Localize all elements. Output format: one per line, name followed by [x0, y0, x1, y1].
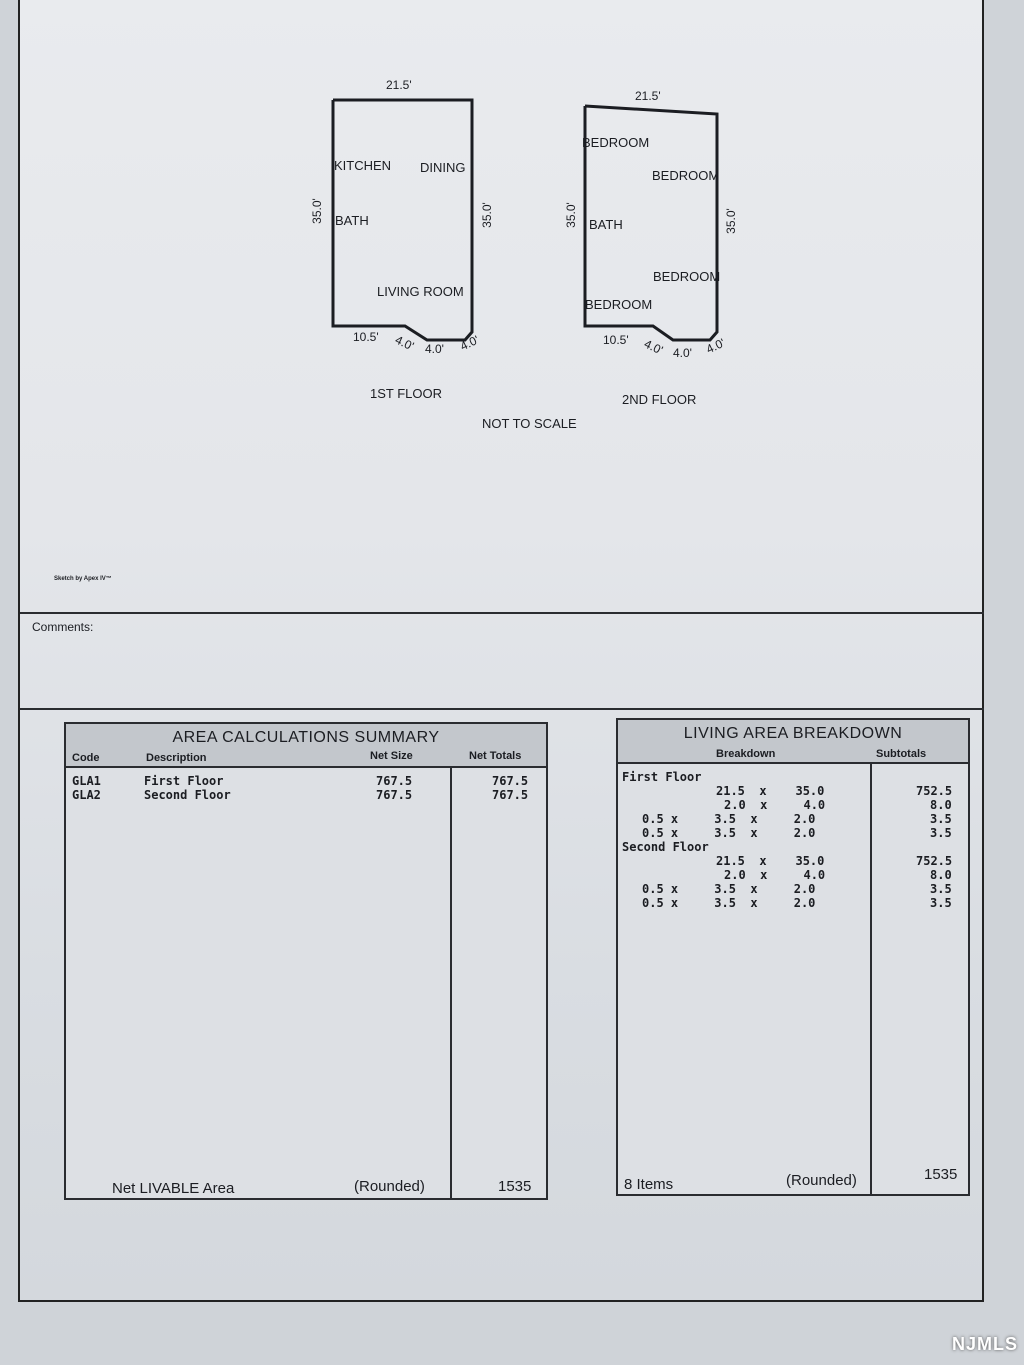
first-floor-bottom-dim: 10.5': [353, 330, 379, 344]
net-livable-label: Net LIVABLE Area: [112, 1180, 235, 1197]
first-floor-right-dim: 35.0': [479, 202, 494, 228]
col-breakdown: Breakdown: [716, 748, 776, 760]
row-code: GLA2: [72, 788, 101, 802]
room-label: BEDROOM: [652, 168, 720, 183]
breakdown-expr: 0.5 x 3.5 x 2.0: [642, 826, 816, 840]
row-description: Second Floor: [144, 788, 231, 802]
area-summary-title: AREA CALCULATIONS SUMMARY: [172, 729, 440, 746]
breakdown-expr: 0.5 x 3.5 x 2.0: [642, 896, 816, 910]
second-floor-right-dim: 35.0': [723, 208, 738, 234]
scale-note: NOT TO SCALE: [482, 416, 577, 431]
room-label: BATH: [589, 217, 623, 232]
breakdown-expr: 21.5 x 35.0: [716, 784, 825, 798]
area-summary-header: [66, 724, 546, 768]
first-floor-bottom-dim: 4.0': [425, 342, 444, 356]
sketch-credit: Sketch by Apex IV™: [54, 576, 112, 582]
column-divider: [450, 766, 452, 1198]
row-code: GLA1: [72, 774, 101, 788]
breakdown-subtotal: 3.5: [930, 826, 952, 840]
second-floor-bottom-dim: 4.0': [703, 335, 728, 357]
breakdown-total: 1535: [924, 1166, 958, 1183]
breakdown-expr: 0.5 x 3.5 x 2.0: [642, 812, 816, 826]
living-area-breakdown-table: [616, 718, 970, 1196]
rounded-label: (Rounded): [786, 1172, 857, 1189]
area-summary-table: [64, 722, 548, 1200]
comments-label: Comments:: [32, 620, 94, 634]
col-code: Code: [72, 752, 100, 764]
col-net-totals: Net Totals: [469, 750, 522, 762]
breakdown-subtotal: 8.0: [930, 868, 952, 882]
second-floor-bottom-dim: 4.0': [641, 336, 666, 358]
room-label: KITCHEN: [334, 158, 392, 173]
col-description: Description: [146, 752, 207, 764]
first-floor-bottom-dim: 4.0': [457, 332, 482, 354]
net-livable-total: 1535: [498, 1178, 532, 1195]
first-floor-caption: 1ST FLOOR: [370, 386, 443, 401]
breakdown-title: LIVING AREA BREAKDOWN: [683, 725, 903, 742]
breakdown-subtotal: 3.5: [930, 896, 952, 910]
breakdown-subtotal: 3.5: [930, 882, 952, 896]
room-label: LIVING ROOM: [377, 284, 464, 299]
breakdown-expr: 2.0 x 4.0: [724, 798, 826, 812]
column-divider: [870, 762, 872, 1194]
section-label: Second Floor: [622, 840, 709, 854]
breakdown-subtotal: 752.5: [916, 784, 953, 798]
second-floor-bottom-dim: 4.0': [673, 346, 692, 360]
rounded-label: (Rounded): [354, 1178, 425, 1195]
second-floor-left-dim: 35.0': [563, 202, 578, 228]
breakdown-expr: 21.5 x 35.0: [716, 854, 825, 868]
room-label: BEDROOM: [582, 135, 650, 150]
breakdown-expr: 0.5 x 3.5 x 2.0: [642, 882, 816, 896]
row-net-total: 767.5: [492, 774, 529, 788]
first-floor-bottom-dim: 4.0': [392, 332, 417, 354]
room-label: DINING: [420, 160, 466, 175]
divider: [20, 708, 984, 710]
second-floor-top-dim: 21.5': [635, 89, 661, 103]
breakdown-subtotal: 752.5: [916, 854, 953, 868]
breakdown-subtotal: 8.0: [930, 798, 952, 812]
breakdown-subtotal: 3.5: [930, 812, 952, 826]
section-label: First Floor: [622, 770, 702, 784]
items-count: 8 Items: [624, 1176, 674, 1193]
njmls-watermark: NJMLS: [951, 1334, 1018, 1354]
row-net-total: 767.5: [492, 788, 529, 802]
col-net-size: Net Size: [370, 750, 413, 762]
breakdown-header: [618, 720, 968, 764]
room-label: BATH: [335, 213, 369, 228]
document-page: [18, 0, 984, 1302]
divider: [20, 612, 984, 614]
second-floor-caption: 2ND FLOOR: [622, 392, 697, 407]
row-description: First Floor: [144, 774, 224, 788]
second-floor-bottom-dim: 10.5': [603, 333, 629, 347]
col-subtotals: Subtotals: [876, 748, 927, 760]
room-label: BEDROOM: [585, 297, 653, 312]
room-label: BEDROOM: [653, 269, 721, 284]
first-floor-left-dim: 35.0': [309, 198, 324, 224]
row-net-size: 767.5: [376, 774, 413, 788]
row-net-size: 767.5: [376, 788, 413, 802]
breakdown-expr: 2.0 x 4.0: [724, 868, 826, 882]
first-floor-top-dim: 21.5': [386, 78, 412, 92]
